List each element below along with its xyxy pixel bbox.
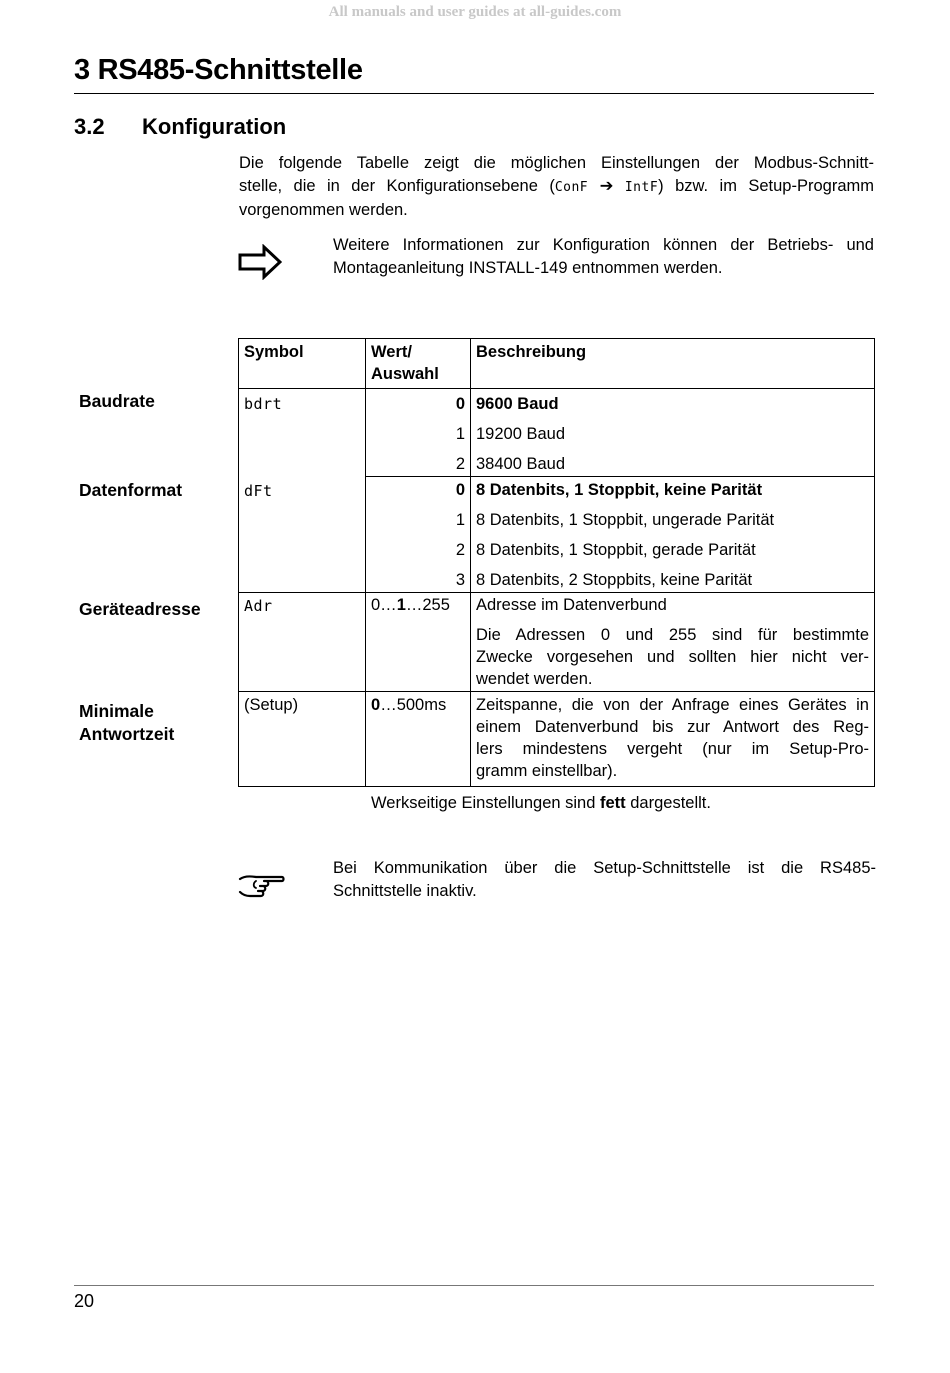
desc-cell: 8 Datenbits, 2 Stoppbits, keine Parität — [471, 561, 875, 593]
symbol-datenformat: dFt — [239, 477, 366, 593]
value-default: 1 — [396, 596, 406, 614]
intro-line-1: Die folgende Tabelle zeigt die möglichen Einstellungen der Modbus-Schnitt- — [239, 154, 874, 172]
value-cell: 1 — [366, 501, 471, 531]
table-row — [239, 389, 875, 416]
label-antwortzeit-1: Minimale — [79, 701, 154, 721]
address-note-1: Die Adressen 0 und 255 sind für bestimmte — [476, 626, 869, 644]
symbol-baudrate: bdrt — [239, 389, 366, 477]
footnote-post: dargestellt. — [625, 794, 711, 812]
table-row — [239, 593, 875, 692]
note1-line-2: Montageanleitung INSTALL-149 entnommen werden. — [333, 258, 723, 277]
desc-cell: 19200 Baud — [471, 415, 875, 445]
arrow-right-icon — [238, 244, 282, 285]
page-number: 20 — [74, 1291, 95, 1311]
label-datenformat: Datenformat — [79, 480, 183, 500]
address-desc: Adresse im Datenverbund — [476, 596, 667, 614]
header-description: Beschreibung — [471, 339, 875, 389]
intro-line-2 — [239, 175, 874, 200]
footnote-pre: Werkseitige Einstellungen sind — [371, 794, 600, 812]
note-info — [333, 234, 874, 279]
section-number: 3.2 — [74, 114, 105, 139]
watermark: All manuals and user guides at all-guides.com — [328, 4, 622, 20]
response-desc-2: einem Datenverbund bis zur Antwort des Reg- — [476, 718, 869, 736]
value-cell — [366, 593, 471, 692]
response-desc-3: lers mindestens vergeht (nur im Setup-Pro- — [476, 740, 869, 758]
desc-cell: 38400 Baud — [471, 445, 875, 477]
intro-line-2b: ) bzw. im Setup-Programm — [658, 176, 874, 195]
symbol-antwortzeit: (Setup) — [239, 692, 366, 787]
note-hint — [333, 857, 876, 902]
note2-line-2: Schnittstelle inaktiv. — [333, 881, 477, 900]
desc-cell: 8 Datenbits, 1 Stoppbit, keine Parität — [471, 477, 875, 502]
header-value — [366, 339, 471, 389]
desc-cell: 9600 Baud — [471, 389, 875, 416]
address-note — [476, 624, 869, 690]
value-cell: 2 — [366, 531, 471, 561]
label-baudrate: Baudrate — [79, 391, 155, 411]
section-title: Konfiguration — [142, 114, 287, 139]
intro-paragraph — [239, 152, 874, 222]
value-cell: 0 — [366, 389, 471, 416]
value-pre: 0… — [371, 596, 397, 614]
table-row — [239, 692, 875, 787]
label-antwortzeit-2: Antwortzeit — [79, 724, 175, 744]
table-footnote — [371, 794, 711, 813]
note1-line-1: Weitere Informationen zur Konfiguration können der Betriebs- und — [333, 236, 874, 254]
response-desc-1: Zeitspanne, die von der Anfrage eines Gerätes in — [476, 696, 869, 714]
value-default: 0 — [371, 696, 381, 714]
config-arrow: ➔ — [599, 176, 614, 195]
value-post: …500ms — [380, 696, 447, 714]
intro-line-3: vorgenommen werden. — [239, 201, 408, 219]
header-value-2: Auswahl — [371, 365, 439, 383]
value-cell: 1 — [366, 415, 471, 445]
header-value-1: Wert/ — [371, 343, 412, 361]
label-geraeteadresse: Geräteadresse — [79, 599, 201, 619]
symbol-geraeteadresse: Adr — [239, 593, 366, 692]
config-table — [238, 338, 875, 787]
desc-cell — [471, 593, 875, 692]
address-note-2: Zwecke vorgesehen und sollten hier nicht ver- — [476, 648, 869, 666]
desc-cell: 8 Datenbits, 1 Stoppbit, ungerade Parität — [471, 501, 875, 531]
table-header-row — [239, 339, 875, 389]
value-post: …255 — [405, 596, 450, 614]
footer-rule — [74, 1285, 874, 1286]
label-antwortzeit — [79, 700, 174, 746]
pointing-hand-icon — [238, 872, 286, 907]
response-desc-4: gramm einstellbar). — [476, 762, 618, 780]
intro-line-2a: stelle, die in der Konfigurationsebene ( — [239, 176, 555, 195]
seg-intf: IntF — [624, 179, 659, 195]
value-cell — [366, 692, 471, 787]
address-note-3: wendet werden. — [476, 670, 593, 688]
chapter-title: 3 RS485-Schnittstelle — [74, 54, 363, 86]
header-symbol: Symbol — [239, 339, 366, 389]
chapter-rule — [74, 93, 874, 94]
value-cell: 3 — [366, 561, 471, 593]
seg-conf: ConF — [554, 179, 589, 195]
note2-line-1: Bei Kommunikation über die Setup-Schnittstelle ist die RS485- — [333, 859, 876, 877]
desc-cell: 8 Datenbits, 1 Stoppbit, gerade Parität — [471, 531, 875, 561]
desc-cell — [471, 692, 875, 787]
table-row — [239, 477, 875, 502]
value-cell: 0 — [366, 477, 471, 502]
value-cell: 2 — [366, 445, 471, 477]
footnote-bold: fett — [600, 794, 626, 812]
